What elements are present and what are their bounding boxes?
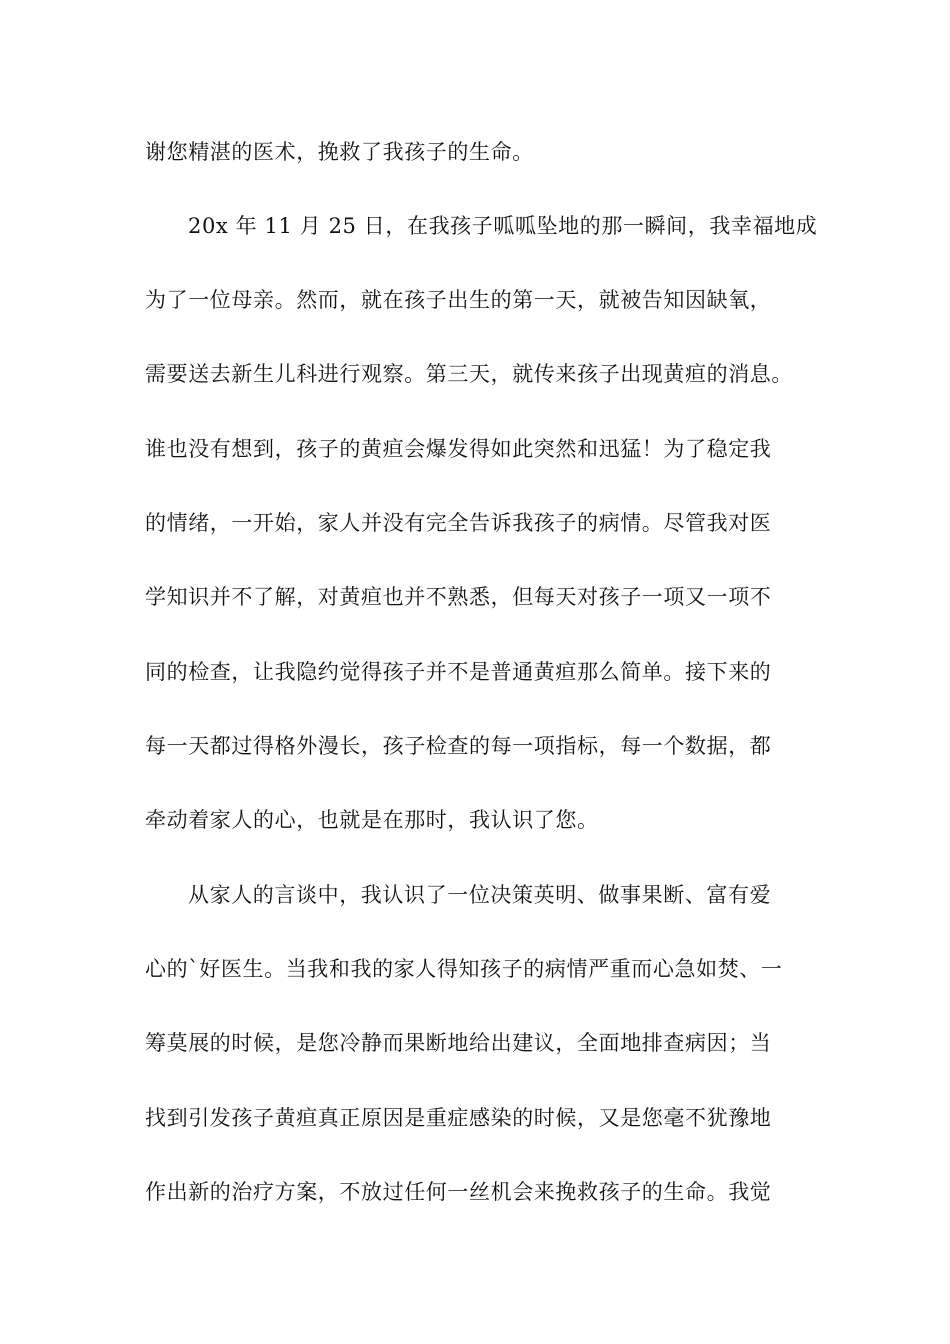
text-line: 谢您精湛的医术，挽救了我孩子的生命。: [145, 140, 534, 164]
text-line: 作出新的治疗方案，不放过任何一丝机会来挽救孩子的生命。我觉: [145, 1180, 772, 1204]
paragraph-start-line: 20x 年 11 月 25 日，在我孩子呱呱坠地的那一瞬间，我幸福地成: [188, 214, 818, 238]
text-line: 同的检查，让我隐约觉得孩子并不是普通黄疸那么简单。接下来的: [145, 660, 772, 684]
text-line: 牵动着家人的心，也就是在那时，我认识了您。: [145, 808, 599, 832]
text-line: 筹莫展的时候，是您冷静而果断地给出建议，全面地排查病因；当: [145, 1031, 772, 1055]
text-line: 需要送去新生儿科进行观察。第三天，就传来孩子出现黄疸的消息。: [145, 362, 793, 386]
text-line: 谁也没有想到，孩子的黄疸会爆发得如此突然和迅猛！为了稳定我: [145, 437, 772, 461]
text-line: 找到引发孩子黄疸真正原因是重症感染的时候，又是您毫不犹豫地: [145, 1106, 772, 1130]
text-line: 学知识并不了解，对黄疸也并不熟悉，但每天对孩子一项又一项不: [145, 585, 772, 609]
text-line: 每一天都过得格外漫长，孩子检查的每一项指标，每一个数据，都: [145, 734, 772, 758]
paragraph-start-line: 从家人的言谈中，我认识了一位决策英明、做事果断、富有爱: [188, 883, 772, 907]
text-line: 为了一位母亲。然而，就在孩子出生的第一天，就被告知因缺氧，: [145, 288, 772, 312]
text-line: 心的`好医生。当我和我的家人得知孩子的病情严重而心急如焚、一: [145, 957, 783, 981]
text-line: 的情绪，一开始，家人并没有完全告诉我孩子的病情。尽管我对医: [145, 511, 772, 535]
